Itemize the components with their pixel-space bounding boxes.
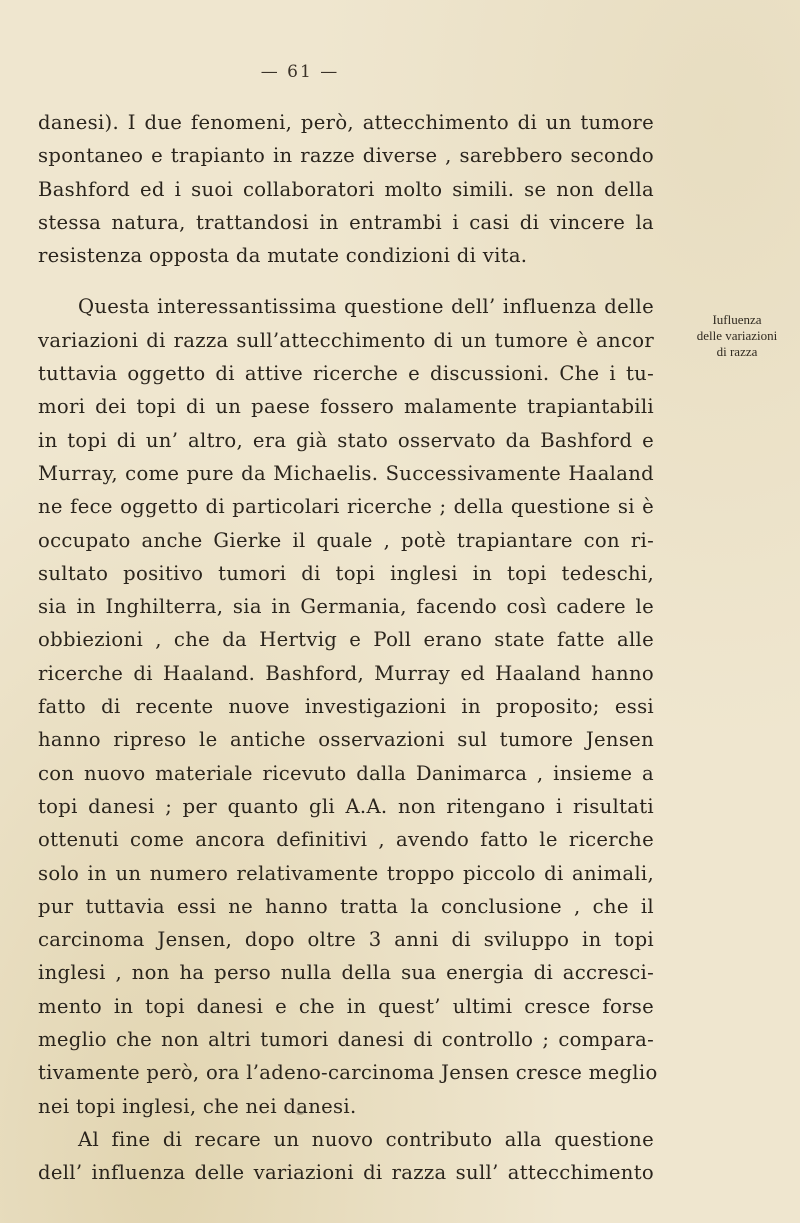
text-line: Questa interessantissima questione dell’ influenza delle	[78, 295, 654, 319]
text-line: topi danesi ; per quanto gli A.A. non ritengano i risultati	[38, 794, 654, 818]
text-line: hanno ripreso le antiche osservazioni sul tumore Jensen	[38, 728, 654, 752]
text-line: pur tuttavia essi ne hanno tratta la conclusione , che il	[38, 894, 654, 918]
text-line: ricerche di Haaland. Bashford, Murray ed Haaland hanno	[38, 661, 654, 685]
text-line: meglio che non altri tumori danesi di controllo ; compara-	[38, 1028, 654, 1052]
text-line: variazioni di razza sull’attecchimento di un tumore è ancor	[38, 328, 654, 352]
body-text	[38, 106, 658, 1190]
text-line: con nuovo materiale ricevuto dalla Danimarca , insieme a	[38, 761, 654, 785]
text-line: tuttavia oggetto di attive ricerche e discussioni. Che i tu-	[38, 362, 654, 386]
text-line: ne fece oggetto di particolari ricerche ; della questione si è	[38, 495, 654, 519]
text-line: inglesi , non ha perso nulla della sua energia di accresci-	[38, 961, 654, 985]
text-line: sultato positivo tumori di topi inglesi in topi tedeschi,	[38, 561, 654, 585]
text-line: sia in Inghilterra, sia in Germania, facendo così cadere le	[38, 595, 654, 619]
ink-smudge	[296, 1111, 304, 1115]
text-line: obbiezioni , che da Hertvig e Poll erano state fatte alle	[38, 628, 654, 652]
margin-note	[676, 312, 798, 360]
text-line: tivamente però, ora l’adeno-carcinoma Jensen cresce meglio	[38, 1061, 658, 1085]
text-line: Murray, come pure da Michaelis. Successivamente Haaland	[38, 461, 654, 485]
text-line: dell’ influenza delle variazioni di razza sull’ attecchimento	[38, 1161, 654, 1185]
text-line: solo in un numero relativamente troppo piccolo di animali,	[38, 861, 654, 885]
text-line: mento in topi danesi e che in quest’ ultimi cresce forse	[38, 994, 654, 1018]
text-line: mori dei topi di un paese fossero malamente trapiantabili	[38, 395, 654, 419]
text-line: spontaneo e trapianto in razze diverse , sarebbero secondo	[38, 144, 654, 168]
paragraph	[38, 1123, 654, 1190]
text-line: stessa natura, trattandosi in entrambi i casi di vincere la	[38, 210, 654, 234]
margin-note-line: di razza	[716, 344, 758, 359]
text-line: ottenuti come ancora definitivi , avendo fatto le ricerche	[38, 828, 654, 852]
text-line: Al fine di recare un nuovo contributo alla questione	[78, 1127, 654, 1151]
text-line: resistenza opposta da mutate condizioni di vita.	[38, 244, 528, 268]
text-line: fatto di recente nuove investigazioni in proposito; essi	[38, 695, 654, 719]
text-line: Bashford ed i suoi collaboratori molto simili. se non della	[38, 177, 654, 201]
text-line: occupato anche Gierke il quale , potè trapiantare con ri-	[38, 528, 654, 552]
margin-note-line: Iufluenza	[712, 312, 762, 327]
text-line: nei topi inglesi, che nei danesi.	[38, 1094, 357, 1118]
text-line: danesi). I due fenomeni, però, attecchimento di un tumore	[38, 111, 654, 134]
paragraph	[38, 106, 654, 272]
page-number: — 61 —	[260, 62, 340, 82]
text-line: carcinoma Jensen, dopo oltre 3 anni di sviluppo in topi	[38, 928, 654, 952]
margin-note-line: delle variazioni	[696, 328, 778, 343]
text-line: in topi di un’ altro, era già stato osservato da Bashford e	[38, 428, 654, 452]
paragraph	[38, 290, 658, 1122]
